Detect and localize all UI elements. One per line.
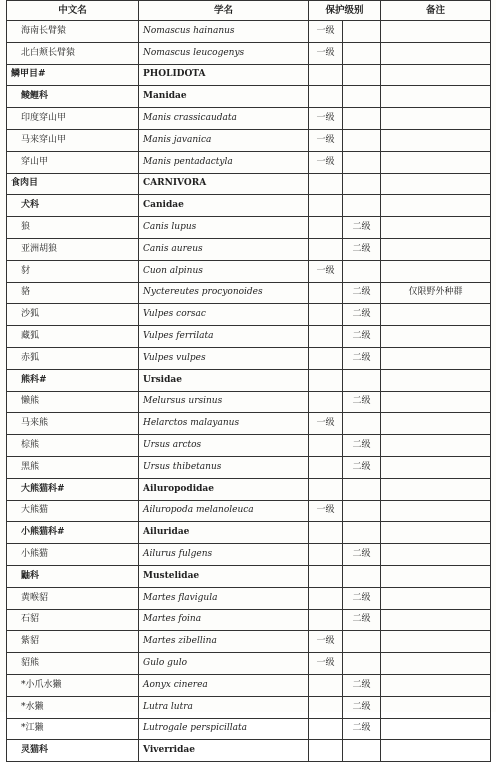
species-row xyxy=(7,653,491,675)
species-row xyxy=(7,217,491,239)
level-1-cell: 一级 xyxy=(309,151,343,173)
remarks-cell xyxy=(381,391,491,413)
remarks-cell xyxy=(381,500,491,522)
level-1-cell xyxy=(309,609,343,631)
taxon-row xyxy=(7,86,491,108)
level-2-cell: 二级 xyxy=(343,435,381,457)
level-2-cell xyxy=(343,631,381,653)
level-2-cell xyxy=(343,42,381,64)
level-1-cell xyxy=(309,544,343,566)
scientific-name-cell: Ursus arctos xyxy=(139,435,309,457)
scientific-name-cell: Helarctos malayanus xyxy=(139,413,309,435)
chinese-name-cell: 藏狐 xyxy=(7,326,139,348)
level-1-cell xyxy=(309,522,343,544)
level-1-cell xyxy=(309,718,343,740)
scientific-name-cell: Ursidae xyxy=(139,369,309,391)
level-2-cell xyxy=(343,369,381,391)
taxon-row xyxy=(7,173,491,195)
species-row xyxy=(7,238,491,260)
level-1-cell xyxy=(309,326,343,348)
taxon-row xyxy=(7,565,491,587)
chinese-name-cell: 北白颊长臂猿 xyxy=(7,42,139,64)
remarks-cell xyxy=(381,609,491,631)
chinese-name-cell: 沙狐 xyxy=(7,304,139,326)
remarks-cell xyxy=(381,217,491,239)
level-1-cell: 一级 xyxy=(309,653,343,675)
chinese-name-cell: 马来熊 xyxy=(7,413,139,435)
chinese-name-cell: 豺 xyxy=(7,260,139,282)
remarks-cell xyxy=(381,369,491,391)
species-row xyxy=(7,456,491,478)
remarks-cell xyxy=(381,326,491,348)
level-1-cell xyxy=(309,696,343,718)
taxon-row xyxy=(7,478,491,500)
level-1-cell xyxy=(309,587,343,609)
level-1-cell xyxy=(309,740,343,762)
scientific-name-cell: Gulo gulo xyxy=(139,653,309,675)
chinese-name-cell: 棕熊 xyxy=(7,435,139,457)
remarks-cell xyxy=(381,260,491,282)
chinese-name-cell: 大熊猫科# xyxy=(7,478,139,500)
taxon-row xyxy=(7,522,491,544)
level-1-cell xyxy=(309,238,343,260)
scientific-name-cell: Martes foina xyxy=(139,609,309,631)
level-1-cell: 一级 xyxy=(309,500,343,522)
level-2-cell xyxy=(343,151,381,173)
species-row xyxy=(7,304,491,326)
species-row xyxy=(7,609,491,631)
chinese-name-cell: *江獭 xyxy=(7,718,139,740)
chinese-name-cell: 穿山甲 xyxy=(7,151,139,173)
chinese-name-cell: 懒熊 xyxy=(7,391,139,413)
scientific-name-cell: Vulpes ferrilata xyxy=(139,326,309,348)
level-1-cell: 一级 xyxy=(309,42,343,64)
level-1-cell: 一级 xyxy=(309,108,343,130)
scientific-name-cell: Lutra lutra xyxy=(139,696,309,718)
chinese-name-cell: 食肉目 xyxy=(7,173,139,195)
species-row xyxy=(7,587,491,609)
chinese-name-cell: 石貂 xyxy=(7,609,139,631)
chinese-name-cell: *小爪水獭 xyxy=(7,674,139,696)
taxon-row xyxy=(7,64,491,86)
species-row xyxy=(7,696,491,718)
level-2-cell: 二级 xyxy=(343,347,381,369)
scientific-name-cell: Cuon alpinus xyxy=(139,260,309,282)
chinese-name-cell: 貉 xyxy=(7,282,139,304)
level-2-cell xyxy=(343,260,381,282)
species-row xyxy=(7,42,491,64)
level-2-cell xyxy=(343,173,381,195)
level-1-cell xyxy=(309,64,343,86)
level-1-cell xyxy=(309,456,343,478)
scientific-name-cell: Vulpes corsac xyxy=(139,304,309,326)
level-1-cell xyxy=(309,304,343,326)
level-2-cell xyxy=(343,740,381,762)
header-scientific-name: 学名 xyxy=(139,1,309,21)
species-row xyxy=(7,500,491,522)
scientific-name-cell: PHOLIDOTA xyxy=(139,64,309,86)
remarks-cell xyxy=(381,718,491,740)
level-2-cell: 二级 xyxy=(343,696,381,718)
chinese-name-cell: 黑熊 xyxy=(7,456,139,478)
chinese-name-cell: 鳞甲目# xyxy=(7,64,139,86)
scientific-name-cell: Nomascus hainanus xyxy=(139,21,309,43)
taxon-row xyxy=(7,369,491,391)
chinese-name-cell: 紫貂 xyxy=(7,631,139,653)
chinese-name-cell: 鲮鲤科 xyxy=(7,86,139,108)
species-row xyxy=(7,674,491,696)
level-1-cell xyxy=(309,391,343,413)
species-row xyxy=(7,151,491,173)
level-1-cell xyxy=(309,565,343,587)
level-2-cell: 二级 xyxy=(343,391,381,413)
chinese-name-cell: 貂熊 xyxy=(7,653,139,675)
remarks-cell xyxy=(381,544,491,566)
remarks-cell xyxy=(381,238,491,260)
remarks-cell xyxy=(381,456,491,478)
remarks-cell xyxy=(381,653,491,675)
remarks-cell xyxy=(381,64,491,86)
species-row xyxy=(7,347,491,369)
species-row xyxy=(7,260,491,282)
level-2-cell xyxy=(343,195,381,217)
level-2-cell xyxy=(343,500,381,522)
chinese-name-cell: 马来穿山甲 xyxy=(7,129,139,151)
level-1-cell xyxy=(309,674,343,696)
level-2-cell xyxy=(343,64,381,86)
chinese-name-cell: 鼬科 xyxy=(7,565,139,587)
table-body xyxy=(7,21,491,762)
remarks-cell xyxy=(381,151,491,173)
scientific-name-cell: Aonyx cinerea xyxy=(139,674,309,696)
level-1-cell xyxy=(309,282,343,304)
chinese-name-cell: 海南长臂猿 xyxy=(7,21,139,43)
scientific-name-cell: Nyctereutes procyonoides xyxy=(139,282,309,304)
scientific-name-cell: Vulpes vulpes xyxy=(139,347,309,369)
scientific-name-cell: Canidae xyxy=(139,195,309,217)
chinese-name-cell: 印度穿山甲 xyxy=(7,108,139,130)
level-2-cell xyxy=(343,86,381,108)
level-2-cell xyxy=(343,653,381,675)
level-2-cell: 二级 xyxy=(343,326,381,348)
remarks-cell xyxy=(381,108,491,130)
remarks-cell xyxy=(381,740,491,762)
level-1-cell: 一级 xyxy=(309,413,343,435)
species-row xyxy=(7,108,491,130)
level-1-cell xyxy=(309,217,343,239)
remarks-cell xyxy=(381,565,491,587)
species-row xyxy=(7,282,491,304)
remarks-cell xyxy=(381,42,491,64)
level-1-cell: 一级 xyxy=(309,21,343,43)
level-2-cell xyxy=(343,21,381,43)
level-2-cell: 二级 xyxy=(343,304,381,326)
level-1-cell xyxy=(309,195,343,217)
remarks-cell xyxy=(381,347,491,369)
scientific-name-cell: Manidae xyxy=(139,86,309,108)
chinese-name-cell: 狼 xyxy=(7,217,139,239)
level-2-cell: 二级 xyxy=(343,674,381,696)
remarks-cell xyxy=(381,696,491,718)
species-row xyxy=(7,631,491,653)
level-1-cell xyxy=(309,173,343,195)
species-row xyxy=(7,413,491,435)
remarks-cell xyxy=(381,21,491,43)
scientific-name-cell: Mustelidae xyxy=(139,565,309,587)
level-2-cell: 二级 xyxy=(343,238,381,260)
level-2-cell: 二级 xyxy=(343,587,381,609)
scientific-name-cell: Ailuropodidae xyxy=(139,478,309,500)
scientific-name-cell: Ailuropoda melanoleuca xyxy=(139,500,309,522)
protected-species-table xyxy=(6,0,491,762)
remarks-cell xyxy=(381,195,491,217)
chinese-name-cell: 熊科# xyxy=(7,369,139,391)
scientific-name-cell: CARNIVORA xyxy=(139,173,309,195)
remarks-cell xyxy=(381,631,491,653)
scientific-name-cell: Martes flavigula xyxy=(139,587,309,609)
level-2-cell xyxy=(343,522,381,544)
remarks-cell xyxy=(381,478,491,500)
chinese-name-cell: 小熊猫科# xyxy=(7,522,139,544)
chinese-name-cell: 小熊猫 xyxy=(7,544,139,566)
scientific-name-cell: Ailuridae xyxy=(139,522,309,544)
species-row xyxy=(7,544,491,566)
level-2-cell: 二级 xyxy=(343,609,381,631)
table-header-row xyxy=(7,1,491,21)
remarks-cell xyxy=(381,522,491,544)
scientific-name-cell: Manis crassicaudata xyxy=(139,108,309,130)
level-1-cell: 一级 xyxy=(309,260,343,282)
header-remarks: 备注 xyxy=(381,1,491,21)
level-2-cell xyxy=(343,478,381,500)
scientific-name-cell: Nomascus leucogenys xyxy=(139,42,309,64)
level-2-cell xyxy=(343,413,381,435)
chinese-name-cell: *水獭 xyxy=(7,696,139,718)
remarks-cell xyxy=(381,435,491,457)
scientific-name-cell: Manis pentadactyla xyxy=(139,151,309,173)
level-2-cell xyxy=(343,108,381,130)
level-2-cell xyxy=(343,129,381,151)
header-chinese-name: 中文名 xyxy=(7,1,139,21)
scientific-name-cell: Melursus ursinus xyxy=(139,391,309,413)
species-row xyxy=(7,326,491,348)
species-row xyxy=(7,718,491,740)
remarks-cell xyxy=(381,129,491,151)
remarks-cell: 仅限野外种群 xyxy=(381,282,491,304)
remarks-cell xyxy=(381,86,491,108)
scientific-name-cell: Manis javanica xyxy=(139,129,309,151)
chinese-name-cell: 赤狐 xyxy=(7,347,139,369)
chinese-name-cell: 亚洲胡狼 xyxy=(7,238,139,260)
taxon-row xyxy=(7,740,491,762)
level-2-cell: 二级 xyxy=(343,456,381,478)
species-row xyxy=(7,435,491,457)
scientific-name-cell: Ursus thibetanus xyxy=(139,456,309,478)
chinese-name-cell: 犬科 xyxy=(7,195,139,217)
level-2-cell: 二级 xyxy=(343,217,381,239)
level-2-cell: 二级 xyxy=(343,282,381,304)
chinese-name-cell: 黄喉貂 xyxy=(7,587,139,609)
species-row xyxy=(7,391,491,413)
remarks-cell xyxy=(381,413,491,435)
header-protection-level: 保护级别 xyxy=(309,1,381,21)
scientific-name-cell: Martes zibellina xyxy=(139,631,309,653)
scientific-name-cell: Canis aureus xyxy=(139,238,309,260)
remarks-cell xyxy=(381,173,491,195)
level-1-cell: 一级 xyxy=(309,129,343,151)
level-1-cell xyxy=(309,347,343,369)
remarks-cell xyxy=(381,587,491,609)
level-1-cell: 一级 xyxy=(309,631,343,653)
level-2-cell: 二级 xyxy=(343,544,381,566)
taxon-row xyxy=(7,195,491,217)
scientific-name-cell: Ailurus fulgens xyxy=(139,544,309,566)
level-1-cell xyxy=(309,369,343,391)
level-1-cell xyxy=(309,435,343,457)
level-2-cell: 二级 xyxy=(343,718,381,740)
level-2-cell xyxy=(343,565,381,587)
scientific-name-cell: Lutrogale perspicillata xyxy=(139,718,309,740)
chinese-name-cell: 灵猫科 xyxy=(7,740,139,762)
level-1-cell xyxy=(309,86,343,108)
remarks-cell xyxy=(381,304,491,326)
level-1-cell xyxy=(309,478,343,500)
scientific-name-cell: Canis lupus xyxy=(139,217,309,239)
remarks-cell xyxy=(381,674,491,696)
chinese-name-cell: 大熊猫 xyxy=(7,500,139,522)
species-row xyxy=(7,129,491,151)
scientific-name-cell: Viverridae xyxy=(139,740,309,762)
species-row xyxy=(7,21,491,43)
